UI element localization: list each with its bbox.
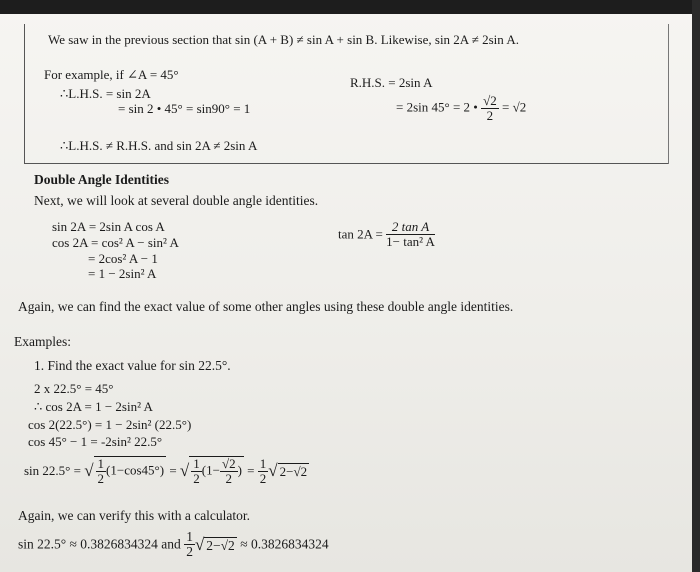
step-5 [24,456,309,486]
rhs-line-1: R.H.S. = 2sin A [350,75,433,90]
s5-eq-2: = [247,463,255,478]
s5-half-2-num: 1 [193,456,200,471]
intro-text: We saw in the previous section that sin (A + B) ≠ sin A + sin B. Likewise, sin 2A ≠ 2sin A. [48,32,519,47]
s5-lhs: sin 22.5° = [24,463,81,478]
verify-text: Again, we can verify this with a calculator. [18,508,251,523]
lhs-line-1: ∴L.H.S. = sin 2A [60,86,151,101]
step-1: 2 x 22.5° = 45° [34,381,114,396]
conclusion: ∴L.H.S. ≠ R.H.S. and sin 2A ≠ 2sin A [60,138,258,153]
step-3: cos 2(22.5°) = 1 − 2sin² (22.5°) [28,417,192,432]
calc-half-num: 1 [186,529,193,544]
s5-eq: = [169,463,177,478]
sqrt-sign-icon: √ [268,461,278,480]
rhs-suffix: = √2 [501,99,527,115]
s5-root2-num: √2 [221,456,236,471]
identity-sin: sin 2A = 2sin A cos A [52,219,165,234]
s5-part-2a: (1− [201,462,220,478]
identity-cos-2: = 2cos² A − 1 [88,251,158,266]
section-heading: Double Angle Identities [34,172,170,187]
s5-half-1-den: 2 [97,471,105,486]
tan-fraction [386,220,435,249]
step-2: ∴ cos 2A = 1 − 2sin² A [34,399,153,414]
calc-half [184,530,195,559]
sqrt-sign-icon: √ [84,461,94,480]
calc-half-den: 2 [186,544,193,559]
tan-frac-num: 2 tan A [386,220,435,235]
box-right-border [668,24,669,164]
s5-half-3 [258,457,269,486]
right-edge [692,0,700,572]
step-4: cos 45° − 1 = -2sin² 22.5° [28,434,163,449]
example-intro: For example, if ∠A = 45° [44,67,179,82]
s5-half-3-den: 2 [259,470,267,486]
top-edge [0,0,700,14]
calc-line [18,530,329,559]
examples-label: Examples: [14,334,71,349]
s5-root2-frac [220,457,238,486]
rhs-line-2 [396,94,526,123]
rhs-prefix: = 2sin 45° = 2 • [396,99,478,115]
sqrt-sign-icon: √ [194,534,205,554]
s5-tail: 2−√2 [279,464,308,479]
box-bottom-border [24,163,668,164]
calc-radicand: 2−√2 [206,537,235,553]
question-1: 1. Find the exact value for sin 22.5°. [34,358,231,373]
calc-lhs: sin 22.5° ≈ 0.3826834324 and [18,536,181,552]
sqrt-sign-icon: √ [179,461,190,480]
s5-radicand-2 [189,456,244,486]
tan-lhs: tan 2A = [338,226,383,242]
s5-part-1: (1−cos45°) [106,462,165,478]
s5-half-2 [191,457,202,486]
rhs-frac-den: 2 [486,108,494,123]
rhs-frac-num: √2 [483,93,497,108]
s5-root2-den: 2 [225,471,232,486]
s5-half-3-num: 1 [259,455,267,471]
identity-cos-1: cos 2A = cos² A − sin² A [52,235,179,250]
rhs-fraction [481,94,499,123]
next-text: Next, we will look at several double angle identities. [34,193,319,208]
calc-rhs: ≈ 0.3826834324 [240,536,329,552]
identity-cos-3: = 1 − 2sin² A [88,266,157,281]
identity-tan [338,220,435,249]
again-text: Again, we can find the exact value of some other angles using these double angle identities. [18,299,514,314]
s5-half-1 [96,457,107,486]
s5-radicand-1 [94,456,167,486]
lhs-line-2: = sin 2 • 45° = sin90° = 1 [118,101,251,116]
tan-frac-den: 1− tan² A [386,234,435,249]
box-left-border [24,24,25,164]
s5-part-2b: ) [237,462,242,478]
s5-half-1-num: 1 [97,456,105,471]
s5-half-2-den: 2 [193,471,200,486]
